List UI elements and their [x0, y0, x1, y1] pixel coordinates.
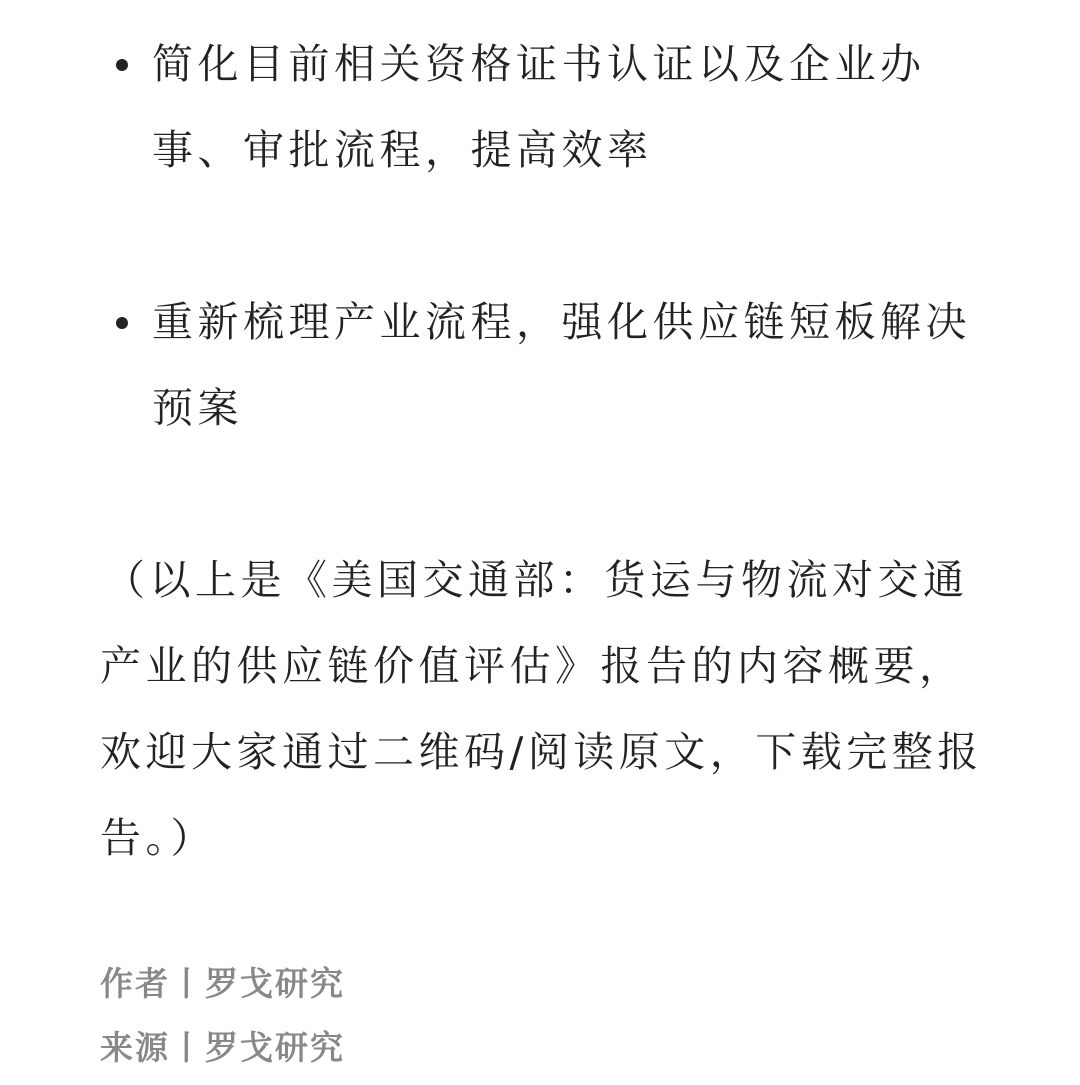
bullet-item-simplify: [100, 34, 1000, 174]
bullet-text-line: 重新梳理产业流程，强化供应链短板解决: [152, 298, 971, 346]
author-credit: 作者丨罗戈研究: [100, 964, 345, 1003]
summary-line: 告。）: [100, 814, 216, 862]
summary-line: 产业的供应链价值评估》报告的内容概要，: [100, 642, 965, 690]
source-credit: 来源丨罗戈研究: [100, 1028, 345, 1067]
summary-line: 欢迎大家通过二维码/阅读原文，下载完整报: [100, 728, 983, 776]
summary-line: （以上是《美国交通部：货运与物流对交通: [104, 556, 969, 604]
bullet-dot: [116, 59, 128, 71]
bullet-text-line: 简化目前相关资格证书认证以及企业办: [152, 40, 926, 88]
bullet-item-reorganize: [100, 292, 1000, 432]
bullet-dot: [116, 317, 128, 329]
bullet-text-line: 事、审批流程，提高效率: [152, 126, 653, 174]
bullet-text-line: 预案: [152, 384, 243, 432]
